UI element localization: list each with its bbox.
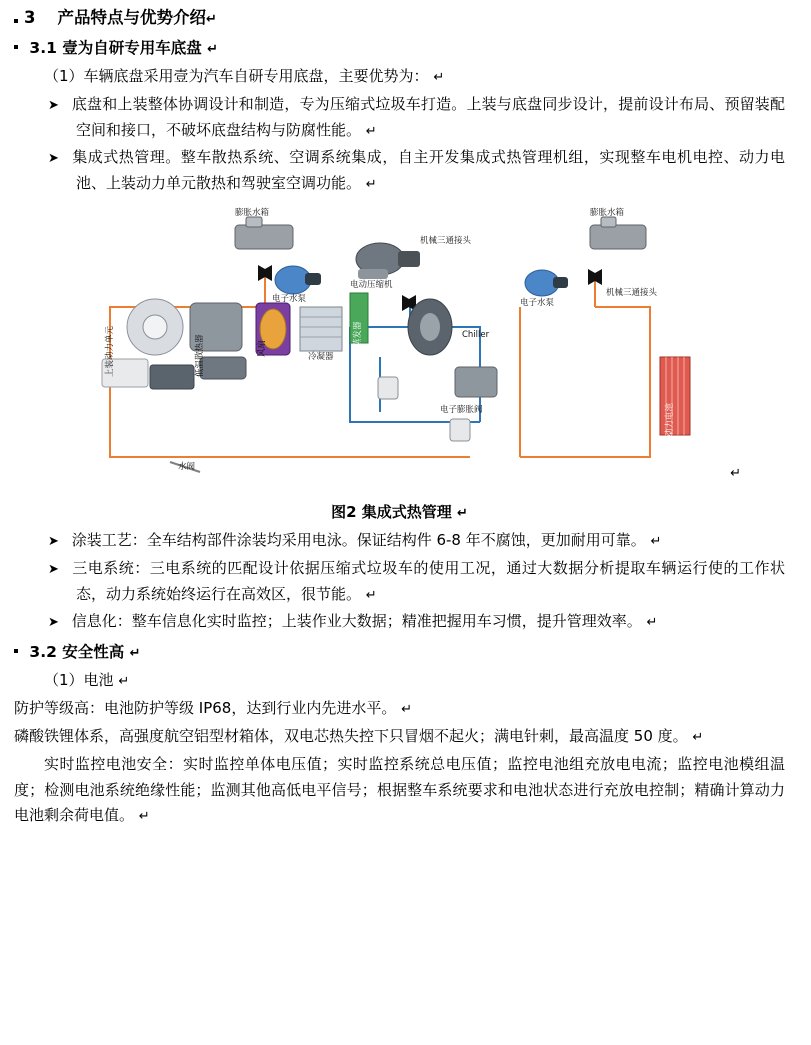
heading-3-1 <box>14 37 785 60</box>
bullet-item-three-electric-system-text: 三电系统：三电系统的匹配设计依据压缩式垃圾车的使用工况，通过大数据分析提取车辆运行使的工作状态，动力系统始终运行在高效区，很节能。 <box>72 558 785 603</box>
heading-3-2 <box>14 641 785 664</box>
pilcrow-icon: ↵ <box>433 70 445 85</box>
arrow-bullet-icon: ➤ <box>48 151 59 167</box>
label-water-pump-left: 电子水泵 <box>271 293 306 304</box>
label-fan: 风扇 <box>256 339 267 357</box>
pilcrow-icon: ↵ <box>401 702 413 718</box>
paragraph-realtime-monitoring-text: 实时监控电池安全：实时监控单体电压值；实时监控系统总电压值；监控电池组充放电电流；监控电池模组温度；检测电池系统绝缘性能；监测其他高低电平信号；根据整车系统要求和电池状态进行充放电控制；精确计算动力电池剩余荷电值。 <box>14 754 785 825</box>
pilcrow-icon: ↵ <box>365 123 377 139</box>
water-pump-right-icon <box>525 270 568 296</box>
expansion-tank-right-icon <box>590 217 646 249</box>
square-bullet-icon <box>14 19 18 23</box>
label-electronic-expansion-valve: 电子膨胀阀 <box>439 404 483 415</box>
pilcrow-icon: ↵ <box>205 12 217 27</box>
label-expansion-tank-left: 膨胀水箱 <box>234 207 269 218</box>
label-water-valve: 水阀 <box>177 461 195 472</box>
figure-2-thermal-management-diagram <box>14 207 785 497</box>
label-expansion-tank-right: 膨胀水箱 <box>589 207 624 218</box>
pilcrow-icon: ↵ <box>138 809 150 825</box>
pilcrow-icon: ↵ <box>646 615 658 631</box>
arrow-bullet-icon: ➤ <box>48 561 59 577</box>
upper-power-unit-icon <box>102 299 246 389</box>
heading-3 <box>14 6 785 31</box>
thermal-management-schematic <box>50 207 750 497</box>
bullet-item-thermal-management-text: 集成式热管理。整车散热系统、空调系统集成，自主开发集成式热管理机组，实现整车电机电控、动力电池、上装动力单元散热和驾驶室空调功能。 <box>72 148 785 193</box>
label-power-battery: 动力电池 <box>664 402 675 437</box>
square-bullet-icon <box>14 649 18 653</box>
paragraph-3-1-intro <box>14 64 785 90</box>
compressor-icon <box>356 243 420 279</box>
pilcrow-icon: ↵ <box>118 674 130 690</box>
label-mech-three-way-right: 机械三通接头 <box>605 287 657 298</box>
paragraph-lfp-system-text: 磷酸铁锂体系，高强度航空铝型材箱体，双电芯热失控下只冒烟不起火；满电针刺，最高温度 50 度。 <box>14 727 688 746</box>
heading-3-number: 3 <box>24 8 36 27</box>
heading-3-text: 产品特点与优势介绍 <box>57 8 206 27</box>
label-condenser: 冷凝器 <box>307 351 334 362</box>
arrow-bullet-icon: ➤ <box>48 615 59 631</box>
chiller-icon <box>408 299 497 397</box>
paragraph-protection-level-text: 防护等级高：电池防护等级 IP68，达到行业内先进水平。 <box>14 699 397 718</box>
pilcrow-icon: ↵ <box>365 177 377 193</box>
bullet-item-informatization <box>14 609 785 635</box>
label-chiller: Chiller <box>461 329 489 340</box>
figure-2-caption <box>14 501 785 522</box>
bullet-item-coating-process-text: 涂装工艺：全车结构部件涂装均采用电泳。保证结构件 6-8 年不腐蚀，更加耐用可靠。 <box>71 530 646 549</box>
figure-2-caption-text: 集成式热管理 <box>361 502 452 521</box>
arrow-bullet-icon: ➤ <box>48 97 59 113</box>
paragraph-lfp-system <box>14 724 785 750</box>
pilcrow-icon: ↵ <box>129 646 141 662</box>
pilcrow-icon: ↵ <box>730 465 741 481</box>
label-low-temp-radiator: 低温散热器 <box>194 334 205 377</box>
water-pump-left-icon <box>275 266 321 294</box>
paragraph-3-1-intro-text: （1）车辆底盘采用壹为汽车自研专用底盘，主要优势为： <box>44 67 429 85</box>
bullet-item-chassis-design-text: 底盘和上装整体协调设计和制造，专为压缩式垃圾车打造。上装与底盘同步设计，提前设计布局、预留装配空间和接口，不破坏底盘结构与防腐性能。 <box>71 94 785 139</box>
condenser-icon <box>300 307 342 351</box>
bullet-item-chassis-design <box>14 92 785 144</box>
pilcrow-icon: ↵ <box>457 505 468 521</box>
square-bullet-icon <box>14 45 18 49</box>
figure-2-caption-number: 图2 <box>331 502 357 521</box>
heading-3-1-text: 3.1 壹为自研专用车底盘 <box>29 38 202 57</box>
arrow-bullet-icon: ➤ <box>48 533 59 549</box>
label-compressor: 电动压缩机 <box>349 279 393 290</box>
expansion-tank-left-icon <box>235 217 293 249</box>
bullet-item-informatization-text: 信息化：整车信息化实时监控；上装作业大数据；精准把握用车习惯，提升管理效率。 <box>71 612 642 631</box>
paragraph-realtime-monitoring <box>14 752 785 829</box>
sub-item-battery-text: （1）电池 <box>44 671 114 690</box>
bullet-item-thermal-management <box>14 145 785 197</box>
sub-item-battery <box>14 668 785 694</box>
pilcrow-icon: ↵ <box>365 587 377 603</box>
heading-3-2-text: 3.2 安全性高 <box>29 643 125 662</box>
bullet-item-three-electric-system <box>14 556 785 608</box>
bullet-item-coating-process <box>14 528 785 554</box>
label-water-pump-right: 电子水泵 <box>519 297 554 308</box>
pilcrow-icon: ↵ <box>207 41 219 57</box>
pilcrow-icon: ↵ <box>692 730 704 746</box>
label-mech-three-way-top: 机械三通接头 <box>419 235 471 246</box>
label-upper-power-unit: 上装动力单元 <box>104 325 115 377</box>
label-evaporator: 蒸发器 <box>352 321 363 347</box>
paragraph-protection-level <box>14 696 785 722</box>
pilcrow-icon: ↵ <box>650 533 662 549</box>
